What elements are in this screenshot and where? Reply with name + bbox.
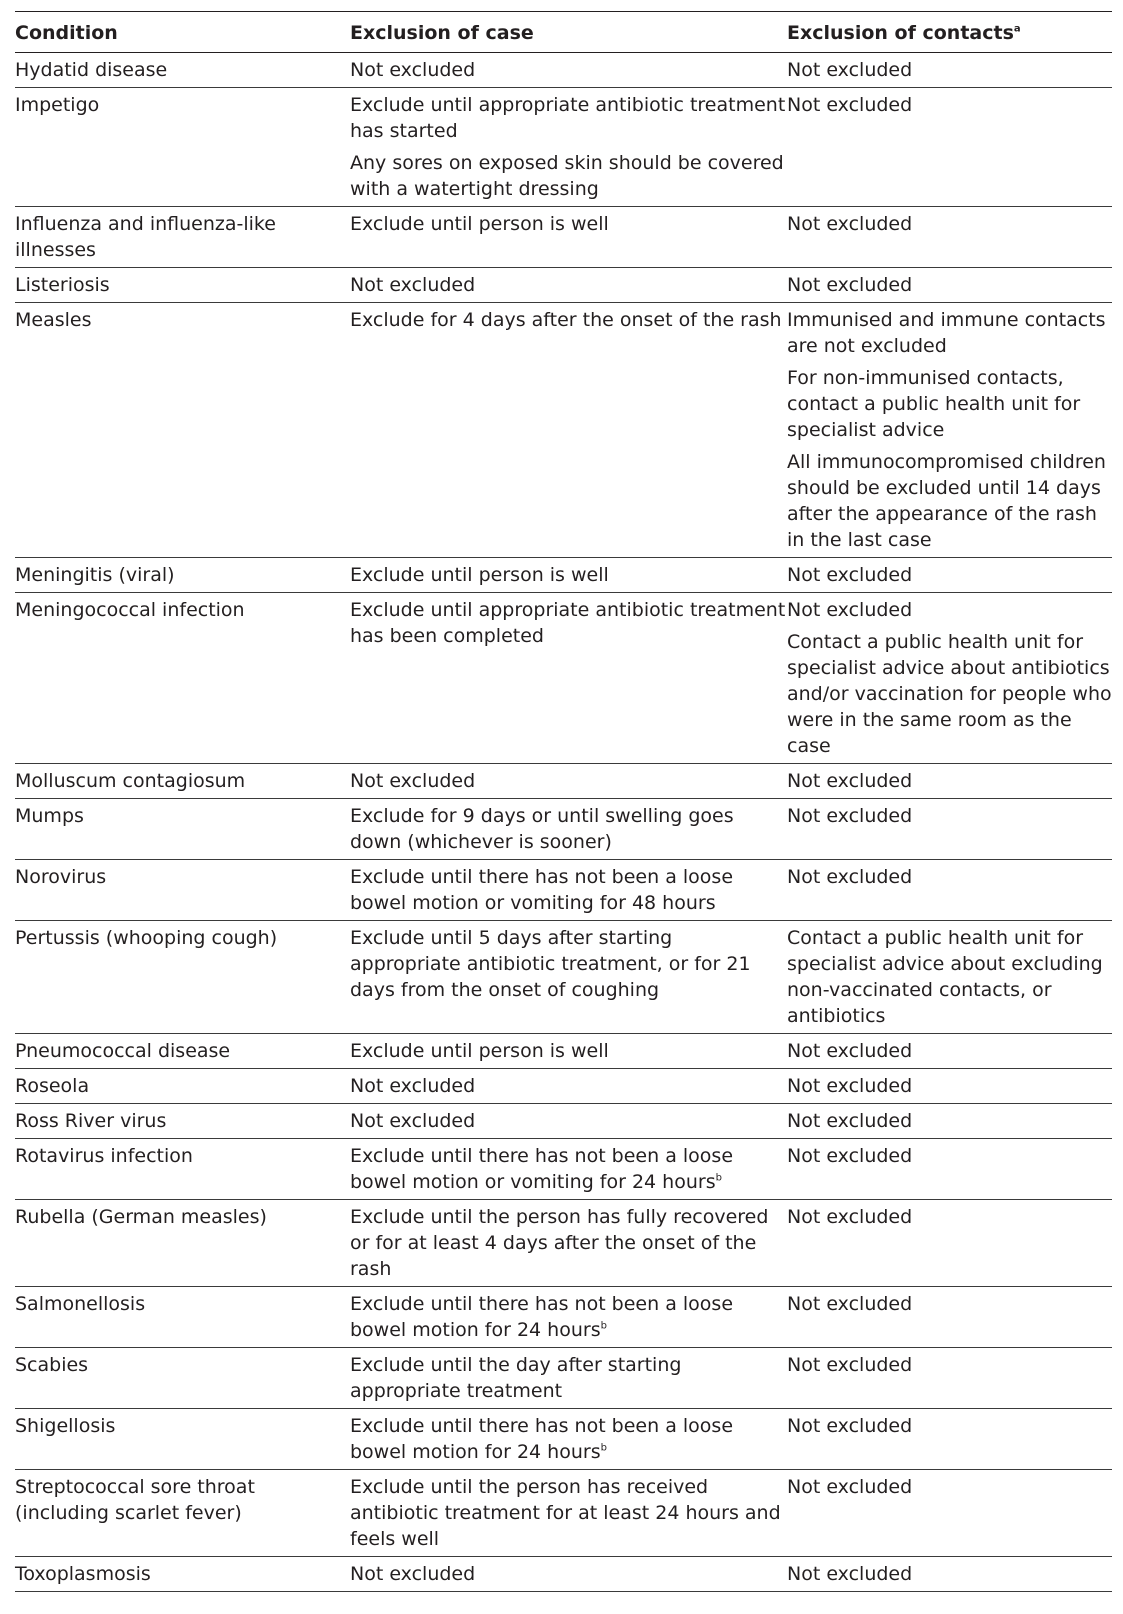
cell-text: Not excluded	[350, 59, 476, 81]
cell-paragraph	[787, 1038, 1112, 1064]
exclusion-of-case-cell	[350, 593, 787, 764]
cell-text: Exclude until the person has fully recovered or for at least 4 days after the onset of the rash	[350, 1206, 769, 1280]
cell-text: Not excluded	[787, 59, 913, 81]
condition-cell: Influenza and influenza-like illnesses	[15, 213, 276, 261]
exclusion-of-case-cell	[350, 1557, 787, 1592]
condition-cell: Meningitis (viral)	[15, 564, 175, 586]
table-row	[15, 207, 1112, 268]
exclusion-of-contacts-cell	[787, 303, 1112, 558]
condition-cell: Scabies	[15, 1354, 89, 1376]
table-row	[15, 1104, 1112, 1139]
exclusion-of-contacts-cell	[787, 1287, 1112, 1348]
cell-paragraph	[787, 864, 1112, 890]
table-body	[15, 53, 1112, 1592]
cell-text: Not excluded	[787, 1040, 913, 1062]
exclusion-of-case-cell	[350, 558, 787, 593]
cell-text: Not excluded	[787, 274, 913, 296]
cell-text: Not excluded	[787, 1476, 913, 1498]
cell-paragraph	[787, 629, 1112, 759]
cell-paragraph	[787, 1143, 1112, 1169]
cell-text: Exclude until there has not been a loose bowel motion or vomiting for 24 hours	[350, 1145, 734, 1193]
cell-text: Not excluded	[787, 599, 913, 621]
cell-text: Not excluded	[350, 1110, 476, 1132]
table-row	[15, 860, 1112, 921]
cell-paragraph	[350, 307, 787, 333]
exclusion-of-case-cell	[350, 1470, 787, 1557]
table-row	[15, 1348, 1112, 1409]
exclusion-of-contacts-cell	[787, 1069, 1112, 1104]
exclusion-of-contacts-cell	[787, 558, 1112, 593]
cell-paragraph	[787, 768, 1112, 794]
cell-text: Not excluded	[787, 1145, 913, 1167]
exclusion-of-case-cell	[350, 268, 787, 303]
cell-text: Not excluded	[350, 1563, 476, 1585]
cell-text: Not excluded	[787, 1354, 913, 1376]
cell-text: Not excluded	[787, 866, 913, 888]
cell-text: Exclude until appropriate antibiotic treatment has been completed	[350, 599, 786, 647]
exclusion-of-case-cell	[350, 303, 787, 558]
cell-paragraph	[787, 57, 1112, 83]
cell-paragraph	[350, 1038, 787, 1064]
cell-paragraph	[350, 1474, 787, 1552]
exclusion-of-case-cell	[350, 799, 787, 860]
cell-text: Exclude until there has not been a loose bowel motion for 24 hours	[350, 1293, 734, 1341]
cell-text: Exclude until person is well	[350, 213, 609, 235]
exclusion-of-contacts-cell	[787, 921, 1112, 1034]
cell-text: Exclude until there has not been a loose bowel motion or vomiting for 48 hours	[350, 866, 734, 914]
table-row	[15, 1409, 1112, 1470]
cell-paragraph	[787, 272, 1112, 298]
cell-paragraph	[787, 1073, 1112, 1099]
exclusion-of-contacts-cell	[787, 88, 1112, 207]
exclusion-of-case-cell	[350, 764, 787, 799]
cell-paragraph	[350, 150, 787, 202]
condition-cell: Streptococcal sore throat (including scarlet fever)	[15, 1476, 255, 1524]
cell-paragraph	[787, 449, 1112, 553]
footnote-marker: b	[715, 1172, 722, 1184]
cell-paragraph	[350, 1352, 787, 1404]
cell-text: Contact a public health unit for specialist advice about antibiotics and/or vaccination for people who were in the same room as the case	[787, 631, 1112, 757]
exclusion-of-contacts-cell	[787, 1470, 1112, 1557]
cell-text: Not excluded	[787, 1075, 913, 1097]
exclusion-of-case-cell	[350, 1104, 787, 1139]
cell-paragraph	[787, 365, 1112, 443]
cell-text: Not excluded	[350, 274, 476, 296]
condition-cell: Shigellosis	[15, 1415, 116, 1437]
cell-text: Exclude for 4 days after the onset of the rash	[350, 309, 782, 331]
cell-paragraph	[350, 1108, 787, 1134]
exclusion-of-case-cell	[350, 921, 787, 1034]
cell-paragraph	[350, 1291, 787, 1343]
exclusion-of-contacts-cell	[787, 1139, 1112, 1200]
cell-paragraph	[787, 925, 1112, 1029]
exclusion-table	[15, 11, 1112, 1592]
cell-text: Exclude until there has not been a loose bowel motion for 24 hours	[350, 1415, 734, 1463]
cell-text: Not excluded	[787, 1415, 913, 1437]
condition-cell: Ross River virus	[15, 1110, 167, 1132]
condition-cell: Mumps	[15, 805, 84, 827]
condition-cell: Salmonellosis	[15, 1293, 146, 1315]
header-condition: Condition	[15, 22, 118, 44]
table-row	[15, 1069, 1112, 1104]
table-row	[15, 593, 1112, 764]
cell-paragraph	[350, 211, 787, 237]
exclusion-of-case-cell	[350, 1200, 787, 1287]
cell-paragraph	[787, 1108, 1112, 1134]
condition-cell: Rubella (German measles)	[15, 1206, 267, 1228]
exclusion-of-case-cell	[350, 1409, 787, 1470]
cell-text: Exclude until the person has received antibiotic treatment for at least 24 hours and feels well	[350, 1476, 781, 1550]
cell-paragraph	[350, 803, 787, 855]
condition-cell: Pertussis (whooping cough)	[15, 927, 278, 949]
cell-paragraph	[350, 768, 787, 794]
condition-cell: Hydatid disease	[15, 59, 168, 81]
condition-cell: Toxoplasmosis	[15, 1563, 151, 1585]
cell-paragraph	[787, 211, 1112, 237]
header-exclusion-of-contacts-label: Exclusion of contacts	[787, 22, 1014, 44]
cell-paragraph	[787, 92, 1112, 118]
cell-text: All immunocompromised children should be excluded until 14 days after the appearance of the rash in the last case	[787, 451, 1106, 551]
exclusion-of-contacts-cell	[787, 207, 1112, 268]
condition-cell: Molluscum contagiosum	[15, 770, 246, 792]
cell-text: Immunised and immune contacts are not excluded	[787, 309, 1106, 357]
exclusion-of-contacts-cell	[787, 1557, 1112, 1592]
cell-paragraph	[350, 1561, 787, 1587]
cell-text: Exclude for 9 days or until swelling goes down (whichever is sooner)	[350, 805, 734, 853]
exclusion-of-contacts-cell	[787, 1034, 1112, 1069]
table-row	[15, 88, 1112, 207]
exclusion-of-case-cell	[350, 207, 787, 268]
table-row	[15, 1139, 1112, 1200]
exclusion-of-case-cell	[350, 1034, 787, 1069]
cell-paragraph	[787, 307, 1112, 359]
cell-paragraph	[787, 1413, 1112, 1439]
cell-text: Not excluded	[787, 1293, 913, 1315]
condition-cell: Roseola	[15, 1075, 90, 1097]
condition-cell: Impetigo	[15, 94, 100, 116]
exclusion-of-contacts-cell	[787, 799, 1112, 860]
cell-text: Not excluded	[787, 805, 913, 827]
exclusion-of-case-cell	[350, 1069, 787, 1104]
cell-text: Not excluded	[787, 564, 913, 586]
cell-text: Any sores on exposed skin should be covered with a watertight dressing	[350, 152, 784, 200]
cell-paragraph	[350, 1204, 787, 1282]
cell-paragraph	[350, 925, 787, 1003]
table-row	[15, 1287, 1112, 1348]
cell-text: Exclude until person is well	[350, 1040, 609, 1062]
cell-paragraph	[787, 1352, 1112, 1378]
cell-paragraph	[787, 1291, 1112, 1317]
cell-text: Exclude until 5 days after starting appropriate antibiotic treatment, or for 21 days from the onset of coughing	[350, 927, 751, 1001]
exclusion-of-case-cell	[350, 860, 787, 921]
exclusion-of-contacts-cell	[787, 1104, 1112, 1139]
cell-paragraph	[350, 597, 787, 649]
cell-text: Exclude until appropriate antibiotic treatment has started	[350, 94, 786, 142]
condition-cell: Norovirus	[15, 866, 107, 888]
exclusion-of-contacts-cell	[787, 53, 1112, 88]
cell-paragraph	[350, 562, 787, 588]
table-row	[15, 1034, 1112, 1069]
cell-text: Exclude until person is well	[350, 564, 609, 586]
exclusion-of-contacts-cell	[787, 860, 1112, 921]
table-row	[15, 764, 1112, 799]
cell-text: Exclude until the day after starting appropriate treatment	[350, 1354, 682, 1402]
cell-text: Not excluded	[787, 1563, 913, 1585]
table-row	[15, 1557, 1112, 1592]
condition-cell: Listeriosis	[15, 274, 110, 296]
table-row	[15, 303, 1112, 558]
cell-paragraph	[350, 57, 787, 83]
cell-text: Not excluded	[787, 1206, 913, 1228]
table-row	[15, 921, 1112, 1034]
exclusion-of-case-cell	[350, 88, 787, 207]
table-header-row	[15, 12, 1112, 53]
cell-text: For non-immunised contacts, contact a public health unit for specialist advice	[787, 367, 1081, 441]
cell-paragraph	[350, 92, 787, 144]
cell-paragraph	[787, 1561, 1112, 1587]
exclusion-of-contacts-cell	[787, 764, 1112, 799]
exclusion-of-contacts-cell	[787, 1409, 1112, 1470]
cell-paragraph	[787, 1204, 1112, 1230]
cell-paragraph	[787, 1474, 1112, 1500]
exclusion-of-case-cell	[350, 1348, 787, 1409]
cell-text: Not excluded	[787, 1110, 913, 1132]
cell-paragraph	[350, 1143, 787, 1195]
table-row	[15, 1470, 1112, 1557]
table-row	[15, 799, 1112, 860]
table-row	[15, 268, 1112, 303]
cell-text: Not excluded	[787, 213, 913, 235]
cell-paragraph	[350, 1073, 787, 1099]
exclusion-of-contacts-cell	[787, 268, 1112, 303]
condition-cell: Pneumococcal disease	[15, 1040, 231, 1062]
table-row	[15, 1200, 1112, 1287]
exclusion-of-case-cell	[350, 1287, 787, 1348]
cell-paragraph	[787, 562, 1112, 588]
cell-paragraph	[787, 597, 1112, 623]
cell-paragraph	[350, 864, 787, 916]
condition-cell: Rotavirus infection	[15, 1145, 193, 1167]
cell-paragraph	[350, 272, 787, 298]
cell-text: Not excluded	[787, 770, 913, 792]
exclusion-of-case-cell	[350, 1139, 787, 1200]
cell-text: Not excluded	[350, 770, 476, 792]
table-row	[15, 53, 1112, 88]
condition-cell: Measles	[15, 309, 92, 331]
footnote-marker: a	[1013, 23, 1021, 35]
header-exclusion-of-case: Exclusion of case	[350, 22, 534, 44]
footnote-marker: b	[600, 1320, 607, 1332]
condition-cell: Meningococcal infection	[15, 599, 245, 621]
footnote-marker: b	[600, 1442, 607, 1454]
table-row	[15, 558, 1112, 593]
exclusion-of-case-cell	[350, 53, 787, 88]
cell-paragraph	[787, 803, 1112, 829]
cell-text: Contact a public health unit for specialist advice about excluding non-vaccinated contacts, or antibiotics	[787, 927, 1103, 1027]
exclusion-of-contacts-cell	[787, 593, 1112, 764]
cell-text: Not excluded	[787, 94, 913, 116]
cell-text: Not excluded	[350, 1075, 476, 1097]
exclusion-of-contacts-cell	[787, 1200, 1112, 1287]
header-exclusion-of-contacts	[787, 12, 1112, 53]
cell-paragraph	[350, 1413, 787, 1465]
exclusion-of-contacts-cell	[787, 1348, 1112, 1409]
